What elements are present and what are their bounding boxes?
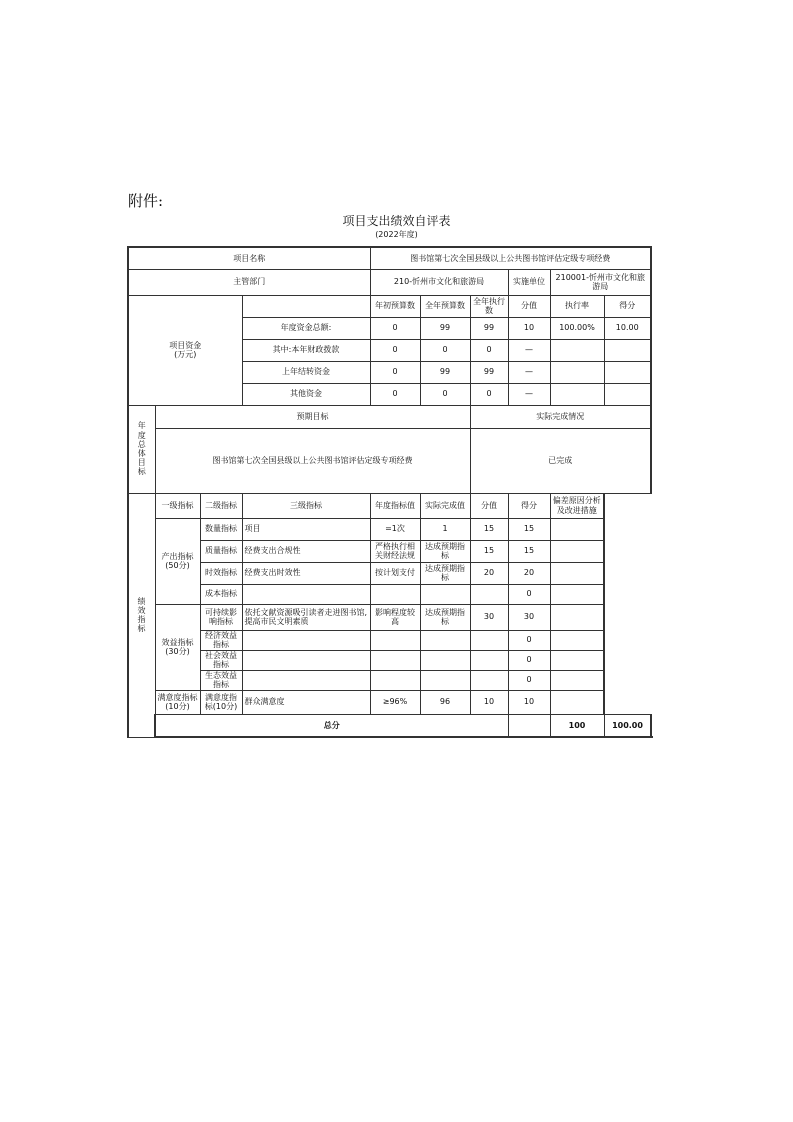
funds-cell: 100.00% — [550, 317, 604, 339]
indicator-level2: 可持续影响指标 — [200, 604, 242, 630]
funds-row-label: 其他资金 — [242, 383, 370, 405]
indicators-header: 二级指标 — [200, 493, 242, 518]
indicators-section-label: 绩 效 指 标 — [128, 493, 155, 737]
indicator-score — [470, 670, 508, 690]
total-score: 100 — [550, 714, 604, 737]
funds-cell: — — [508, 361, 550, 383]
indicator-score — [470, 584, 508, 604]
page-title: 项目支出绩效自评表 — [342, 214, 451, 228]
indicator-target — [370, 630, 420, 650]
funds-cell — [550, 339, 604, 361]
indicator-note — [550, 670, 604, 690]
indicator-note — [550, 562, 604, 584]
project-name-value: 图书馆第七次全国县级以上公共图书馆评估定级专项经费 — [370, 247, 651, 269]
indicator-got: 15 — [508, 518, 550, 540]
indicator-actual — [420, 630, 470, 650]
indicators-header: 偏差原因分析及改进措施 — [550, 493, 604, 518]
indicator-actual: 1 — [420, 518, 470, 540]
indicator-note — [550, 690, 604, 714]
indicators-header: 实际完成值 — [420, 493, 470, 518]
funds-cell: 0 — [370, 317, 420, 339]
indicator-got: 0 — [508, 584, 550, 604]
funds-cell — [604, 339, 651, 361]
funds-row-label: 上年结转资金 — [242, 361, 370, 383]
indicator-target — [370, 670, 420, 690]
indicator-level2: 社会效益指标 — [200, 650, 242, 670]
indicator-row — [128, 670, 651, 690]
funds-cell: 10 — [508, 317, 550, 339]
indicator-target — [370, 650, 420, 670]
indicator-row — [128, 518, 651, 540]
project-name-label: 项目名称 — [128, 247, 370, 269]
indicator-score: 20 — [470, 562, 508, 584]
indicator-got: 0 — [508, 630, 550, 650]
project-name-row — [128, 247, 651, 269]
funds-cell: 99 — [470, 317, 508, 339]
funds-cell: 0 — [420, 383, 470, 405]
indicator-note — [550, 518, 604, 540]
funds-header: 分值 — [508, 295, 550, 317]
indicator-actual — [420, 670, 470, 690]
indicator-actual: 达成预期指标 — [420, 604, 470, 630]
funds-cell: 10.00 — [604, 317, 651, 339]
indicators-header: 一级指标 — [155, 493, 200, 518]
total-blank — [508, 714, 550, 737]
indicator-score: 15 — [470, 540, 508, 562]
implementing-unit-value: 210001-忻州市文化和旅游局 — [550, 269, 651, 295]
indicator-got: 15 — [508, 540, 550, 562]
funds-cell — [604, 383, 651, 405]
indicators-header: 得分 — [508, 493, 550, 518]
indicator-level3: 经费支出合规性 — [242, 540, 370, 562]
indicator-row — [128, 540, 651, 562]
indicator-got: 20 — [508, 562, 550, 584]
funds-header: 全年预算数 — [420, 295, 470, 317]
funds-cell: 0 — [370, 339, 420, 361]
funds-header: 执行率 — [550, 295, 604, 317]
funds-cell: 0 — [470, 383, 508, 405]
indicator-note — [550, 650, 604, 670]
indicator-note — [550, 540, 604, 562]
goals-section-label: 年 度 总 体 目 标 — [128, 405, 155, 493]
indicator-level3 — [242, 630, 370, 650]
funds-cell — [550, 383, 604, 405]
indicator-row — [128, 650, 651, 670]
goals-actual-header: 实际完成情况 — [470, 405, 651, 428]
indicator-score — [470, 630, 508, 650]
funds-cell: — — [508, 339, 550, 361]
indicator-target: 严格执行相关财经法规 — [370, 540, 420, 562]
indicator-level2: 质量指标 — [200, 540, 242, 562]
indicator-level2: 时效指标 — [200, 562, 242, 584]
indicator-target: =1次 — [370, 518, 420, 540]
indicators-header: 年度指标值 — [370, 493, 420, 518]
funds-cell: 0 — [370, 361, 420, 383]
department-row — [128, 269, 651, 295]
indicator-target: ≥96% — [370, 690, 420, 714]
indicator-got: 30 — [508, 604, 550, 630]
implementing-unit-label: 实施单位 — [508, 269, 550, 295]
funds-cell — [604, 361, 651, 383]
indicator-row — [128, 630, 651, 650]
funds-cell: 99 — [420, 317, 470, 339]
indicator-got: 10 — [508, 690, 550, 714]
evaluation-table — [127, 246, 652, 738]
goals-expected-header: 预期目标 — [155, 405, 470, 428]
goals-actual-text: 已完成 — [470, 428, 651, 493]
indicators-header: 分值 — [470, 493, 508, 518]
indicator-level3: 项目 — [242, 518, 370, 540]
indicator-row — [128, 584, 651, 604]
funds-cell: 99 — [420, 361, 470, 383]
attachment-label: 附件: — [128, 192, 164, 210]
funds-header-blank — [242, 295, 370, 317]
indicator-note — [550, 604, 604, 630]
indicator-level1: 满意度指标(10分) — [155, 690, 200, 714]
funds-cell: 0 — [470, 339, 508, 361]
page-subtitle: (2022年度) — [375, 230, 418, 239]
funds-section-label: 项目资金 (万元) — [128, 295, 242, 405]
department-value: 210-忻州市文化和旅游局 — [370, 269, 508, 295]
indicator-actual: 达成预期指标 — [420, 562, 470, 584]
funds-header: 全年执行数 — [470, 295, 508, 317]
indicator-level2: 满意度指标(10分) — [200, 690, 242, 714]
total-row — [128, 714, 651, 737]
indicators-header: 三级指标 — [242, 493, 370, 518]
funds-header-row — [128, 295, 651, 317]
indicator-level1: 产出指标 (50分) — [155, 518, 200, 604]
total-label: 总分 — [155, 714, 508, 737]
funds-header: 年初预算数 — [370, 295, 420, 317]
funds-cell: 0 — [420, 339, 470, 361]
indicator-level3: 群众满意度 — [242, 690, 370, 714]
indicator-score: 15 — [470, 518, 508, 540]
indicator-actual — [420, 584, 470, 604]
indicator-level3 — [242, 584, 370, 604]
indicator-level2: 成本指标 — [200, 584, 242, 604]
goals-header-row — [128, 405, 651, 428]
indicator-actual — [420, 650, 470, 670]
indicator-score: 10 — [470, 690, 508, 714]
total-got: 100.00 — [604, 714, 651, 737]
funds-cell: — — [508, 383, 550, 405]
funds-header: 得分 — [604, 295, 651, 317]
indicator-actual: 达成预期指标 — [420, 540, 470, 562]
indicator-note — [550, 630, 604, 650]
funds-cell: 0 — [370, 383, 420, 405]
indicator-level1: 效益指标 (30分) — [155, 604, 200, 690]
funds-cell — [550, 361, 604, 383]
indicators-header-row — [128, 493, 651, 518]
department-label: 主管部门 — [128, 269, 370, 295]
indicator-score: 30 — [470, 604, 508, 630]
indicator-level3 — [242, 650, 370, 670]
indicator-got: 0 — [508, 650, 550, 670]
indicator-level2: 数量指标 — [200, 518, 242, 540]
funds-cell: 99 — [470, 361, 508, 383]
indicator-level2: 生态效益指标 — [200, 670, 242, 690]
indicator-target — [370, 584, 420, 604]
indicator-actual: 96 — [420, 690, 470, 714]
indicator-level3 — [242, 670, 370, 690]
indicator-row — [128, 562, 651, 584]
goals-content-row — [128, 428, 651, 493]
indicator-row — [128, 690, 651, 714]
indicator-level3: 经费支出时效性 — [242, 562, 370, 584]
indicator-row — [128, 604, 651, 630]
indicator-level2: 经济效益指标 — [200, 630, 242, 650]
indicator-level3: 依托文献资源吸引读者走进图书馆,提高市民文明素质 — [242, 604, 370, 630]
funds-row-label: 年度资金总额: — [242, 317, 370, 339]
funds-row-label: 其中:本年财政拨款 — [242, 339, 370, 361]
indicator-target: 按计划支付 — [370, 562, 420, 584]
indicator-note — [550, 584, 604, 604]
indicator-target: 影响程度较高 — [370, 604, 420, 630]
goals-expected-text: 图书馆第七次全国县级以上公共图书馆评估定级专项经费 — [155, 428, 470, 493]
indicator-got: 0 — [508, 670, 550, 690]
indicator-score — [470, 650, 508, 670]
